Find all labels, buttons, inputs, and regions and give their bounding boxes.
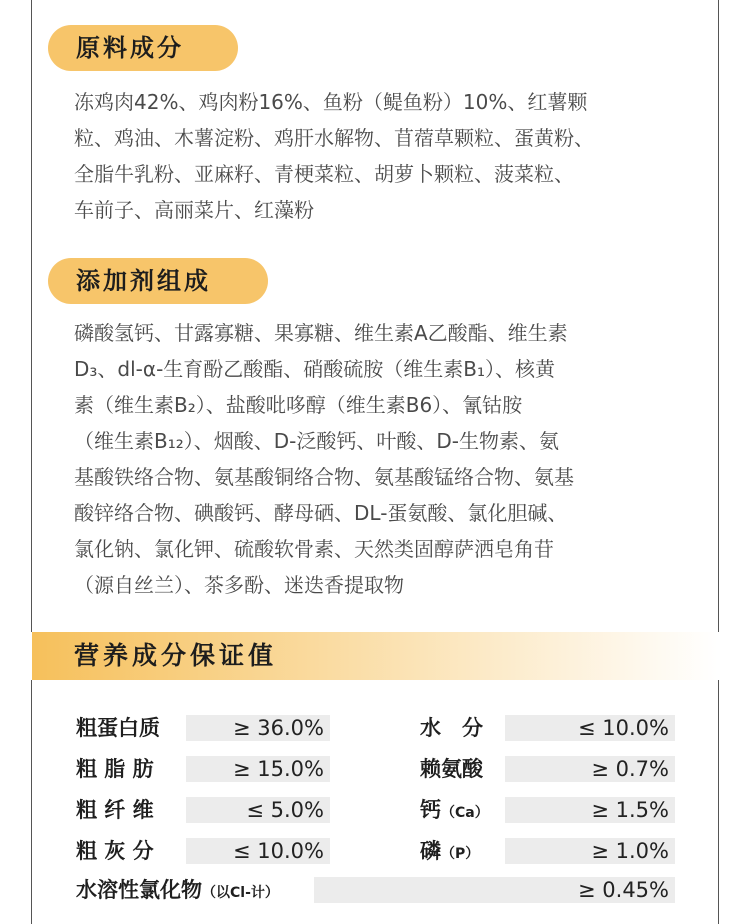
- nutrient-value: ≥ 1.5%: [505, 797, 675, 823]
- ingredients-line: 粒、鸡油、木薯淀粉、鸡肝水解物、苜蓿草颗粒、蛋黄粉、: [74, 126, 594, 150]
- additives-line: 素（维生素B₂）、盐酸吡哆醇（维生素B6）、氰钴胺: [74, 393, 523, 417]
- ingredients-title: 原料成分: [48, 25, 238, 71]
- additives-line: 酸锌络合物、碘酸钙、酵母硒、DL-蛋氨酸、氯化胆碱、: [74, 501, 568, 525]
- nutrient-value: ≤ 5.0%: [186, 797, 330, 823]
- nutrient-label-main: 钙: [420, 798, 441, 822]
- nutrient-label: [420, 837, 479, 865]
- ingredients-line: 车前子、高丽菜片、红藻粉: [74, 198, 314, 222]
- additives-title: 添加剂组成: [48, 258, 268, 304]
- nutrient-label-main: 磷: [420, 839, 441, 863]
- additives-line: 氯化钠、氯化钾、硫酸软骨素、天然类固醇萨洒皂角苷: [74, 537, 554, 561]
- frame-border-left-lower: [31, 680, 32, 924]
- additives-line: （源自丝兰）、茶多酚、迷迭香提取物: [74, 573, 404, 597]
- nutrient-label: 赖氨酸: [420, 757, 483, 781]
- additives-line: 基酸铁络合物、氨基酸铜络合物、氨基酸锰络合物、氨基: [74, 465, 574, 489]
- nutrition-title: 营养成分保证值: [74, 641, 278, 670]
- nutrient-label: 粗蛋白质: [76, 716, 160, 740]
- ingredients-text: [74, 84, 704, 228]
- additives-line: D₃、dl-α-生育酚乙酸酯、硝酸硫胺（维生素B₁）、核黄: [74, 357, 556, 381]
- nutrient-value: ≥ 36.0%: [186, 715, 330, 741]
- frame-border-left: [31, 0, 32, 632]
- nutrient-label: [420, 796, 489, 824]
- nutrient-label-main: 水溶性氯化物: [76, 878, 202, 902]
- frame-border-right: [718, 0, 719, 632]
- nutrient-value: ≥ 15.0%: [186, 756, 330, 782]
- nutrient-value: ≥ 1.0%: [505, 838, 675, 864]
- frame-border-right-lower: [718, 680, 719, 924]
- nutrient-value: ≤ 10.0%: [505, 715, 675, 741]
- nutrient-label: 粗 灰 分: [76, 839, 154, 863]
- ingredients-line: 全脂牛乳粉、亚麻籽、青梗菜粒、胡萝卜颗粒、菠菜粒、: [74, 162, 574, 186]
- nutrient-label: [76, 876, 279, 904]
- nutrient-label: 粗 脂 肪: [76, 757, 154, 781]
- ingredients-line: 冻鸡肉42%、鸡肉粉16%、鱼粉（鳀鱼粉）10%、红薯颗: [74, 90, 588, 114]
- nutrient-label-sub: （Ca）: [441, 805, 489, 821]
- additives-line: 磷酸氢钙、甘露寡糖、果寡糖、维生素A乙酸酯、维生素: [74, 321, 568, 345]
- nutrient-label-sub: （以Cl-计）: [202, 885, 279, 901]
- nutrient-value: ≤ 10.0%: [186, 838, 330, 864]
- nutrient-value: ≥ 0.45%: [314, 877, 675, 903]
- nutrient-value: ≥ 0.7%: [505, 756, 675, 782]
- nutrient-label: 水 分: [420, 716, 483, 740]
- additives-text: [74, 315, 704, 603]
- nutrient-label-sub: （P）: [441, 846, 480, 862]
- nutrient-label: 粗 纤 维: [76, 798, 154, 822]
- additives-line: （维生素B₁₂）、烟酸、D-泛酸钙、叶酸、D-生物素、氨: [74, 429, 559, 453]
